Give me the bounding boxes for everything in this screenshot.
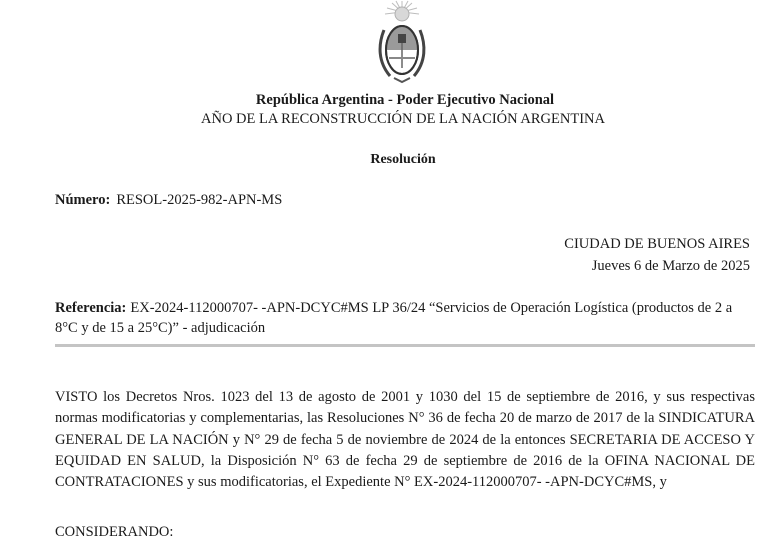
document-number — [55, 192, 282, 209]
reference-label: Referencia: — [55, 300, 127, 316]
number-label: Número: — [55, 192, 111, 208]
considerando-heading: CONSIDERANDO: — [55, 524, 174, 540]
document-reference — [55, 298, 755, 338]
header-subtitle: AÑO DE LA RECONSTRUCCIÓN DE LA NACIÓN ARGENTINA — [201, 111, 605, 127]
argentina-coat-of-arms-icon — [376, 0, 428, 88]
visto-paragraph: VISTO los Decretos Nros. 1023 del 13 de agosto de 2001 y 1030 del 15 de septiembre de 2016, y sus respectivas normas modificatorias y complementarias, las Resoluciones N° 36 de fecha 20 de marzo de 2017 de la SINDICATURA GENERAL DE LA NACIÓN y N° 29 de fecha 5 de noviembre de 2024 de la entonces SECRETARIA DE ACCESO Y EQUIDAD EN SALUD, la Disposición N° 63 de fecha 29 de septiembre de 2016 de la OFINA NACIONAL DE CONTRATACIONES y sus modificatorias, el Expediente N° EX-2024-112000707- -APN-DCYC#MS, y — [55, 389, 755, 491]
document-date: Jueves 6 de Marzo de 2025 — [591, 258, 750, 274]
number-value: RESOL-2025-982-APN-MS — [116, 192, 283, 208]
document-type: Resolución — [370, 152, 436, 167]
reference-value: EX-2024-112000707- -APN-DCYC#MS LP 36/24 “Servicios de Operación Logística (productos de 2 a 8°C y de 15 a 25°C)” - adjudicación — [55, 300, 733, 336]
separator-line — [55, 344, 755, 347]
header-title: República Argentina - Poder Ejecutivo Nacional — [255, 92, 555, 108]
document-city: CIUDAD DE BUENOS AIRES — [564, 236, 750, 252]
